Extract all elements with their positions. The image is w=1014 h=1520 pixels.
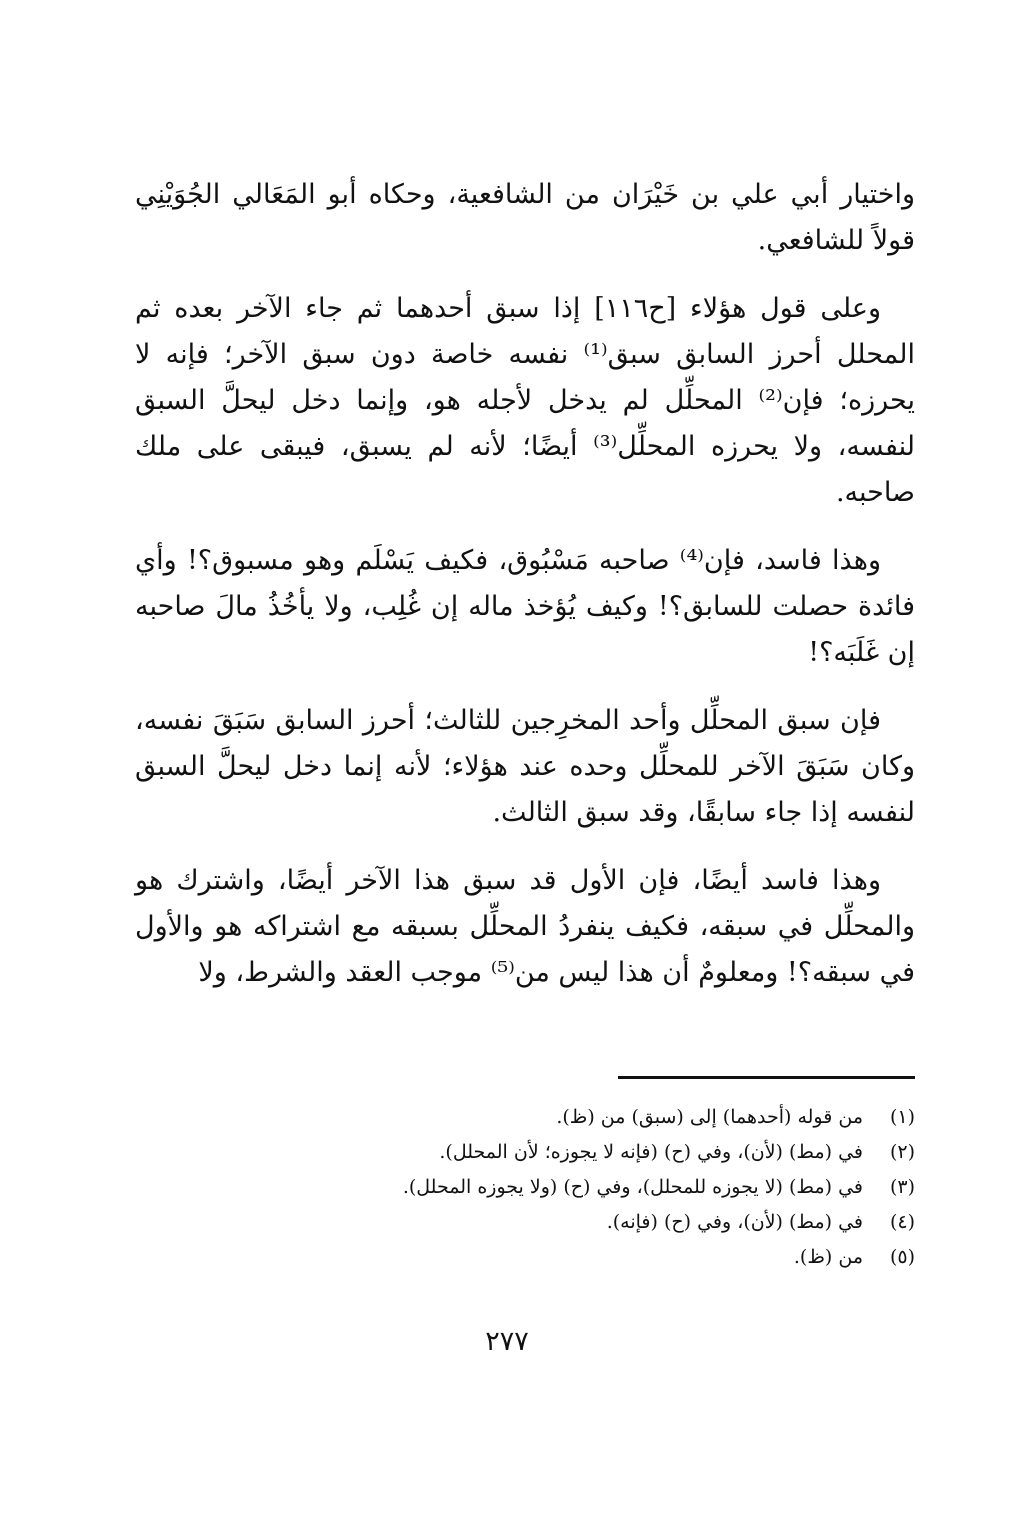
footnote-1 — [135, 1100, 915, 1135]
footnote-4 — [135, 1205, 915, 1240]
paragraph-3: وهذا فاسد، فإن⁽⁴⁾ صاحبه مَسْبُوق، فكيف يَسْلَم وهو مسبوق؟! وأي فائدة حصلت للسابق؟! وكيف يُؤخذ ماله إن غُلِب، ولا يأخُذُ مالَ صاحبه إن غَلَبَه؟! — [135, 545, 915, 668]
footnote-2 — [135, 1135, 915, 1170]
page-number: ٢٧٧ — [485, 1326, 529, 1357]
footnote-number: (٤) — [889, 1211, 915, 1233]
footnote-text: في (مط) (لأن)، وفي (ح) (فإنه). — [606, 1211, 863, 1233]
footnote-5 — [135, 1240, 915, 1275]
footnote-separator — [618, 1076, 915, 1079]
paragraph-2: وعلى قول هؤلاء [ح١١٦] إذا سبق أحدهما ثم جاء الآخر بعده ثم المحلل أحرز السابق سبق⁽¹⁾ نفسه خاصة دون سبق الآخر؛ فإنه لا يحرزه؛ فإن⁽²⁾ المحلِّل لم يدخل لأجله هو، وإنما دخل ليحلَّ السبق لنفسه، ولا يحرزه المحلِّل⁽³⁾ أيضًا؛ لأنه لم يسبق، فيبقى على ملك صاحبه. — [135, 293, 915, 508]
footnote-number: (١) — [889, 1106, 915, 1128]
footnote-number: (٥) — [889, 1246, 915, 1268]
paragraph-5: وهذا فاسد أيضًا، فإن الأول قد سبق هذا الآخر أيضًا، واشترك هو والمحلِّل في سبقه، فكيف ينفردُ المحلِّل بسبقه مع اشتراكه هو والأول في سبقه؟! ومعلومٌ أن هذا ليس من⁽⁵⁾ موجب العقد والشرط، ولا — [135, 865, 915, 988]
paragraph-4: فإن سبق المحلِّل وأحد المخرِجين للثالث؛ أحرز السابق سَبَقَ نفسه، وكان سَبَقَ الآخر للمحلِّل وحده عند هؤلاء؛ لأنه إنما دخل ليحلَّ السبق لنفسه إذا جاء سابقًا، وقد سبق الثالث. — [135, 705, 915, 828]
paragraph-1: واختيار أبي علي بن خَيْرَان من الشافعية، وحكاه أبو المَعَالي الجُوَيْنِي قولاً للشافعي. — [135, 179, 915, 256]
footnote-text: من قوله (أحدهما) إلى (سبق) من (ظ). — [556, 1106, 863, 1128]
footnote-text: من (ظ). — [793, 1246, 863, 1268]
main-text — [135, 172, 915, 1018]
footnote-text: في (مط) (لأن)، وفي (ح) (فإنه لا يجوزه؛ لأن المحلل). — [439, 1141, 863, 1163]
footnotes — [135, 1100, 915, 1275]
footnote-3 — [135, 1170, 915, 1205]
footnote-number: (٣) — [889, 1176, 915, 1198]
footnote-number: (٢) — [889, 1141, 915, 1163]
footnote-text: في (مط) (لا يجوزه للمحلل)، وفي (ح) (ولا يجوزه المحلل). — [402, 1176, 863, 1198]
